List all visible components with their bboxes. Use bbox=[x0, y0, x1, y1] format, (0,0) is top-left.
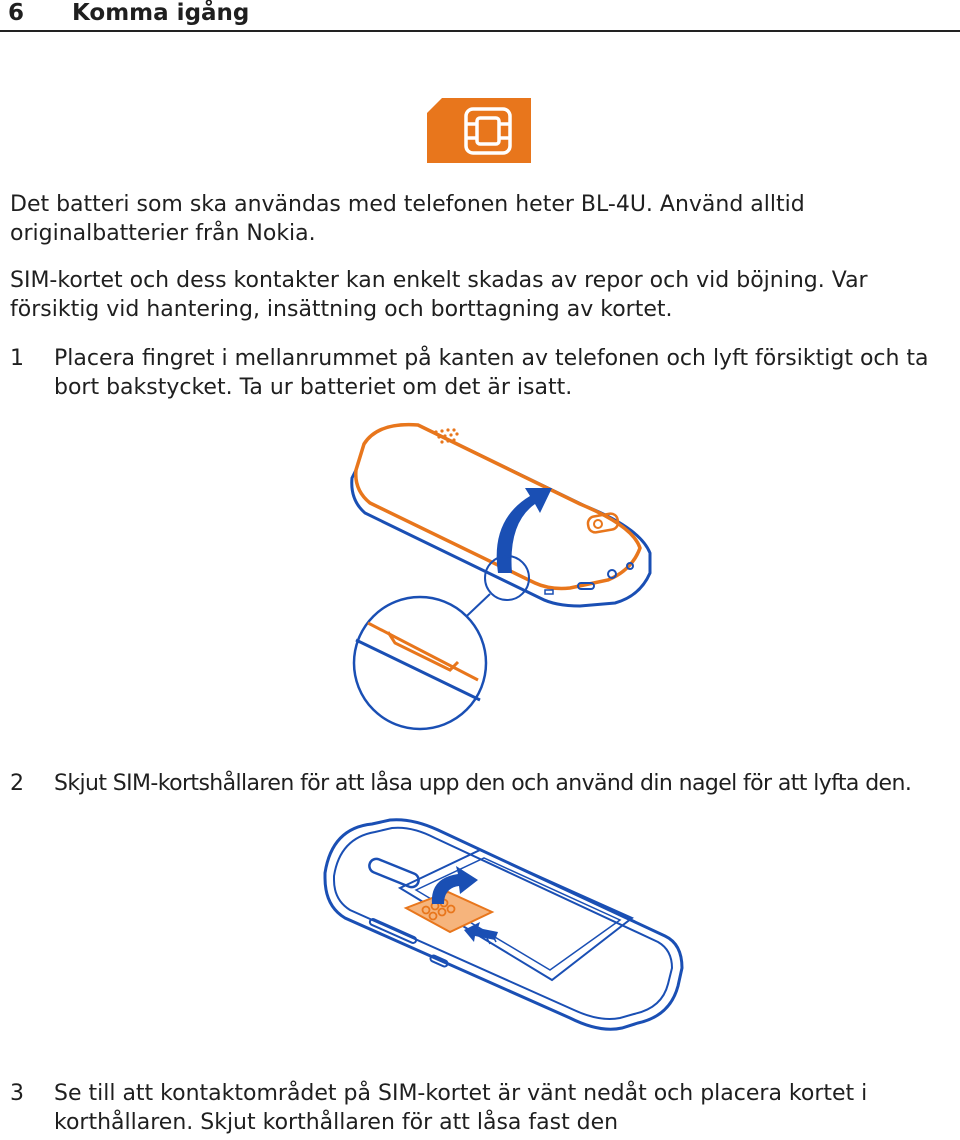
sim-holder-illustration bbox=[320, 818, 690, 1040]
chapter-number: 6 bbox=[8, 0, 25, 26]
step-text: Skjut SIM-kortshållaren för att låsa upp den och använd din nagel för att lyfta den. bbox=[54, 771, 912, 796]
phone-back-cover-illustration bbox=[340, 418, 660, 738]
step-text: Se till att kontaktområdet på SIM-kortet är vänt nedåt och placera kortet i korthållaren. Skjut korthållaren för att låsa fast den bbox=[54, 1081, 868, 1135]
step-3 bbox=[10, 1079, 950, 1137]
step-number: 3 bbox=[10, 1081, 24, 1106]
sim-card-icon bbox=[424, 96, 534, 166]
step-2 bbox=[10, 769, 950, 799]
chapter-header bbox=[0, 0, 960, 32]
battery-paragraph: Det batteri som ska användas med telefonen heter BL-4U. Använd alltid originalbatterier från Nokia. bbox=[10, 192, 805, 246]
chapter-title: Komma igång bbox=[72, 0, 250, 26]
step-number: 1 bbox=[10, 346, 24, 371]
step-number: 2 bbox=[10, 771, 24, 796]
sim-caution-paragraph: SIM-kortet och dess kontakter kan enkelt skadas av repor och vid böjning. Var försiktig vid hantering, insättning och borttagning av kortet. bbox=[10, 268, 868, 322]
step-text: Placera fingret i mellanrummet på kanten av telefonen och lyft försiktigt och ta bort bakstycket. Ta ur batteriet om det är isatt. bbox=[54, 346, 929, 400]
step-1 bbox=[10, 344, 950, 402]
